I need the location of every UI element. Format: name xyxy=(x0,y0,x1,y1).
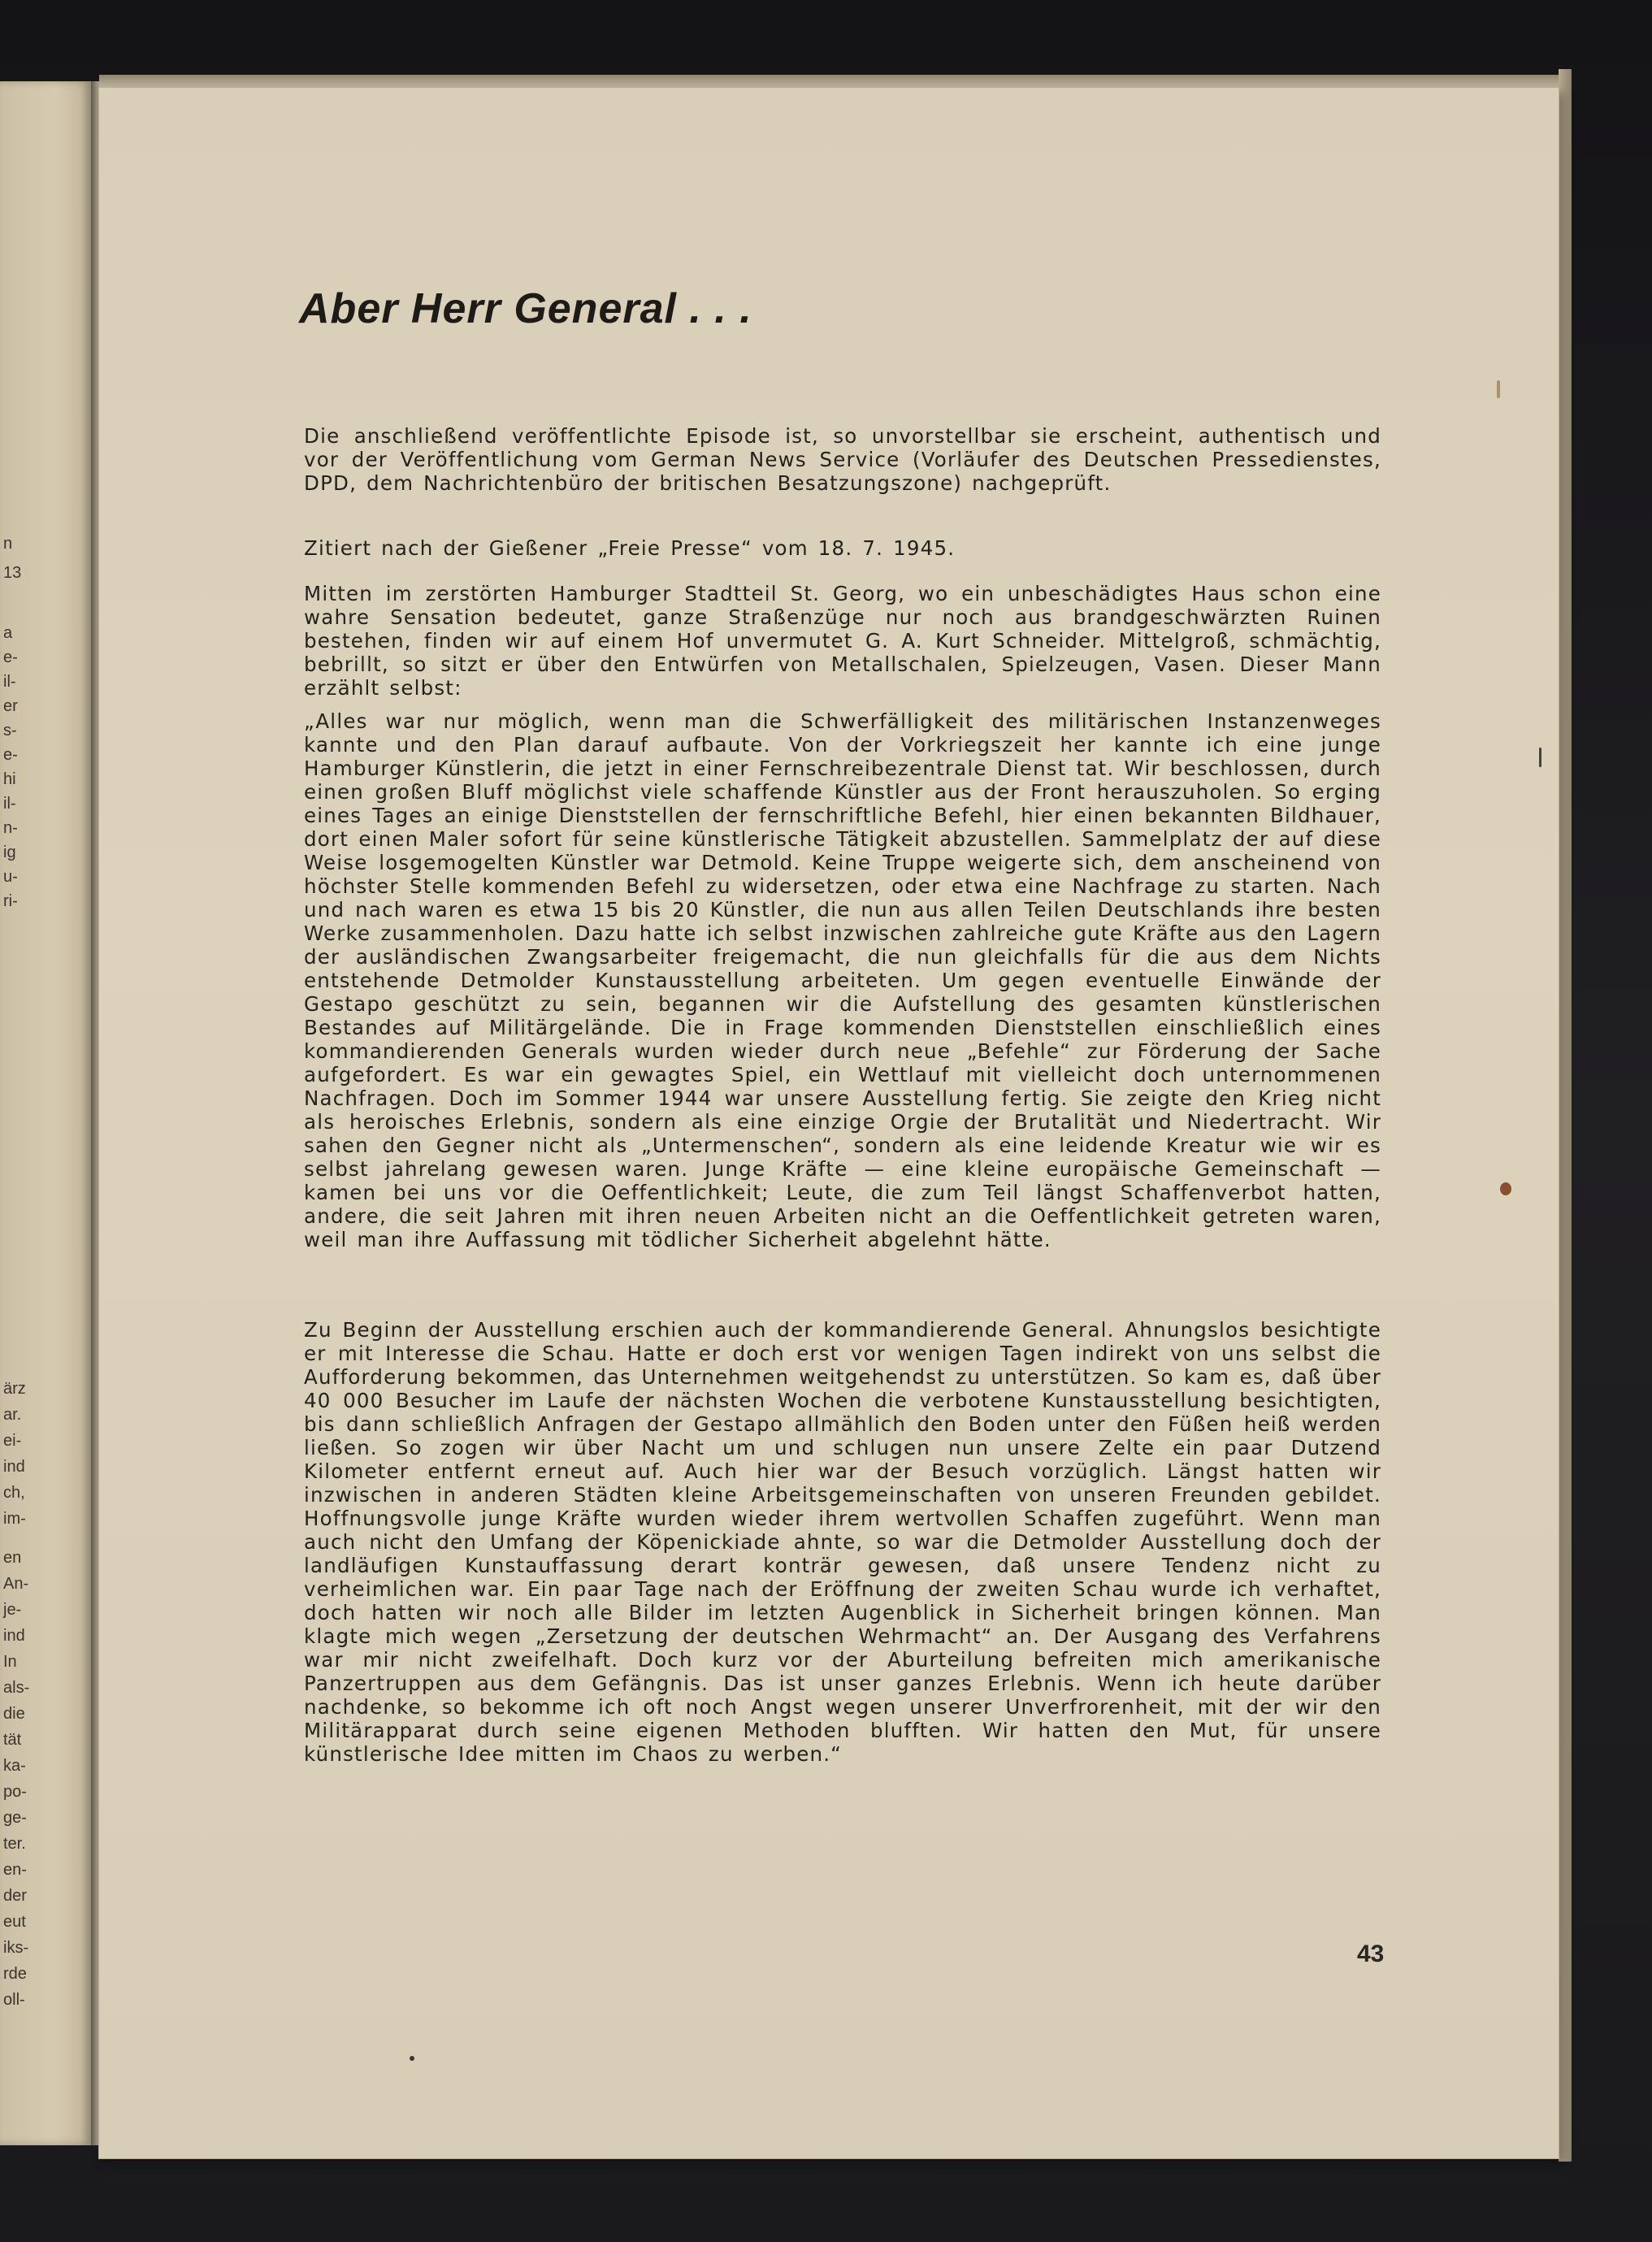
paper-stain xyxy=(1500,1182,1511,1195)
left-page-fragment: die xyxy=(3,1705,25,1723)
left-page-fragment: ar. xyxy=(3,1406,22,1424)
left-page-fragment: ig xyxy=(3,843,16,861)
left-page-fragment: ind xyxy=(3,1627,25,1645)
left-page-fragment: ge- xyxy=(3,1809,27,1827)
left-page-fragment: a xyxy=(3,624,13,642)
body-paragraph-text: „Alles war nur möglich, wenn man die Schwerfälligkeit des militärischen Instanzenweges kannte und den Plan darauf aufbaute. Von der Vorkriegszeit her kannte ich eine junge Hamburger Künstlerin, die jetzt in einer Fernschreibezentrale Dienst tat. Wir beschlossen, durch einen großen Bluff möglichst viele schaffende Künstler aus der Front herauszuholen. So erging eines Tages an einige Dienststellen der fernschriftliche Befehl, hier einen bekannten Bildhauer, dort einen Maler sofort für seine künstlerische Tätigkeit abzustellen. Sammelplatz der auf diese Weise losgemogelten Künstler war Detmold. Keine Truppe weigerte sich, dem anscheinend von höchster Stelle kommenden Befehl zu widersetzen, oder etwa eine Nachfrage zu starten. Nach und nach waren es etwa 15 bis 20 Künstler, die nun aus allen Teilen Deutschlands ihre besten Werke zusammenholen. Dazu hatte ich selbst inzwischen zahlreiche gute Kräfte aus den Lagern der ausländischen Zwangsarbeiter freigemacht, die nun gleichfalls für die aus dem Nichts entstehende Detmolder Kunstausstellung arbeiteten. Um gegen eventuelle Einwände der Gestapo geschützt zu sein, begannen wir die Aufstellung des gesamten künstlerischen Bestandes auf Militärgelände. Die in Frage kommenden Dienststellen einschließlich eines kommandierenden Generals wurden wieder durch neue „Befehle“ zur Förderung der Sache aufgefordert. Es war ein gewagtes Spiel, ein Wettlauf mit vielleicht doch unternommenen Nachfragen. Doch im Sommer 1944 war unsere Ausstellung fertig. Sie zeigte den Krieg nicht als heroisches Erlebnis, sondern als eine einzige Orgie der Brutalität und Niedertracht. Wir sahen den Gegner nicht als „Untermenschen“, sondern als eine leidende Kreatur wie wir es selbst jahrelang gewesen waren. Junge Kräfte — eine kleine europäische Gemeinschaft — kamen bei uns vor die Oeffentlichkeit; Leute, die zum Teil längst Schaffenverbot hatten, andere, die seit Jahren mit ihren neuen Arbeiten nicht an die Oeffentlichkeit getreten waren, weil man ihre Auffassung mit tödlicher Sicherheit abgelehnt hätte. xyxy=(304,709,1381,1251)
left-page-fragment: il- xyxy=(3,795,16,813)
left-page-fragment: iks- xyxy=(3,1939,29,1957)
paper-mark xyxy=(1539,748,1541,767)
body-paragraph-text: Zu Beginn der Ausstellung erschien auch der kommandierende General. Ahnungslos besichtigte er mit Interesse die Schau. Hatte er doch erst vor wenigen Tagen indirekt von uns selbst die Aufforderung bekommen, das Unternehmen weitgehendst zu unterstützen. So kam es, daß über 40 000 Besucher im Laufe der nächsten Wochen die verbotene Kunstausstellung besichtigten, bis dann schließlich Anfragen der Gestapo allmählich den Boden unter den Füßen heiß werden ließen. So zogen wir über Nacht um und schlugen nun unsere Zelte ein paar Dutzend Kilometer entfernt erneut auf. Auch hier war der Besuch vorzüglich. Längst hatten wir inzwischen in anderen Städten kleine Arbeitsgemeinschaften von unseren Freunden gebildet. Hoffnungsvolle junge Kräfte wurden wieder ihrem wertvollen Schaffen zugeführt. Wenn man auch nicht den Umfang der Köpenickiade ahnte, so war die Detmolder Ausstellung doch der landläufigen Kunstauffassung derart konträr gewesen, daß unsere Tendenz nicht zu verheimlichen war. Ein paar Tage nach der Eröffnung der zweiten Schau wurde ich verhaftet, doch hatten wir noch alle Bilder im letzten Augenblick in Sicherheit bringen können. Man klagte mich wegen „Zersetzung der deutschen Wehrmacht“ an. Der Ausgang des Verfahrens war mir nicht zweifelhaft. Doch kurz vor der Aburteilung befreiten mich amerikanische Panzertruppen aus dem Gefängnis. Das ist unser ganzes Erlebnis. Wenn ich heute darüber nachdenke, so bekomme ich oft noch Angst wegen unserer Unverfrorenheit, mit der wir den Militärapparat durch seine eigenen Methoden blufften. Wir hatten den Mut, für unsere künstlerische Idee mitten im Chaos zu werben.“ xyxy=(304,1318,1381,1766)
source-text: Zitiert nach der Gießener „Freie Presse“ vom 18. 7. 1945. xyxy=(304,536,956,560)
page-number: 43 xyxy=(1357,1941,1385,1967)
left-page-fragment: tät xyxy=(3,1731,22,1749)
body-paragraph-text: Mitten im zerstörten Hamburger Stadtteil St. Georg, wo ein unbeschädigtes Haus schon eine wahre Sensation bedeutet, ganze Straßenzüge nur noch aus brandgeschwärzten Ruinen bestehen, finden wir auf einem Hof unvermutet G. A. Kurt Schneider. Mittelgroß, schmächtig, bebrillt, so sitzt er über den Entwürfen von Metallschalen, Spielzeugen, Vasen. Dieser Mann erzählt selbst: xyxy=(304,582,1381,700)
paper-mark xyxy=(1497,380,1500,398)
left-page-fragment: In xyxy=(3,1653,17,1671)
page-right-edge xyxy=(1559,69,1572,2162)
left-page-fragment: ter. xyxy=(3,1835,26,1853)
left-page-fragment: oll- xyxy=(3,1991,25,2009)
left-page-fragment: im- xyxy=(3,1510,26,1528)
source-citation xyxy=(304,536,1381,560)
left-page-fragment: An- xyxy=(3,1575,29,1593)
left-page-fragment: rde xyxy=(3,1965,27,1983)
body-paragraph-3 xyxy=(304,1318,1381,1766)
paper-speck xyxy=(410,2056,414,2061)
left-page-fragment: n- xyxy=(3,819,18,837)
left-page-fragment: en xyxy=(3,1549,22,1567)
left-page-fragment: ind xyxy=(3,1458,25,1476)
left-page-fragment: ärz xyxy=(3,1380,26,1398)
left-page-fragment: u- xyxy=(3,868,18,886)
left-page-fragment: er xyxy=(3,697,18,715)
left-page-fragment: s- xyxy=(3,722,17,739)
body-paragraph-2 xyxy=(304,709,1381,1251)
intro-text: Die anschließend veröffentlichte Episode ist, so unvorstellbar sie erscheint, authentisch und vor der Veröffentlichung vom German News Service (Vorläufer des Deutschen Pressedienstes, DPD, dem Nachrichtenbüro der britischen Besatzungszone) nachgeprüft. xyxy=(304,424,1381,495)
left-page-fragment: po- xyxy=(3,1783,27,1801)
intro-paragraph xyxy=(304,424,1381,495)
left-page-fragment: ei- xyxy=(3,1432,22,1450)
left-page-fragment: e- xyxy=(3,648,18,666)
left-page-fragment: ri- xyxy=(3,892,18,910)
left-page-fragment: 13 xyxy=(3,564,22,582)
left-page-fragment: eut xyxy=(3,1913,26,1931)
left-page-fragment: der xyxy=(3,1887,27,1905)
left-page-fragment: il- xyxy=(3,673,16,691)
left-page-fragment: ka- xyxy=(3,1757,26,1775)
body-paragraph-1 xyxy=(304,582,1381,700)
left-page-fragment: n xyxy=(3,535,13,553)
left-page-fragment: e- xyxy=(3,746,18,764)
left-page-fragment: je- xyxy=(3,1601,22,1619)
article-title: Aber Herr General . . . xyxy=(299,285,752,332)
left-page-fragment: hi xyxy=(3,770,16,788)
left-page-fragment: ch, xyxy=(3,1484,25,1502)
left-facing-page xyxy=(0,81,91,2145)
left-page-fragment: als- xyxy=(3,1679,30,1697)
left-page-fragment: en- xyxy=(3,1861,27,1879)
